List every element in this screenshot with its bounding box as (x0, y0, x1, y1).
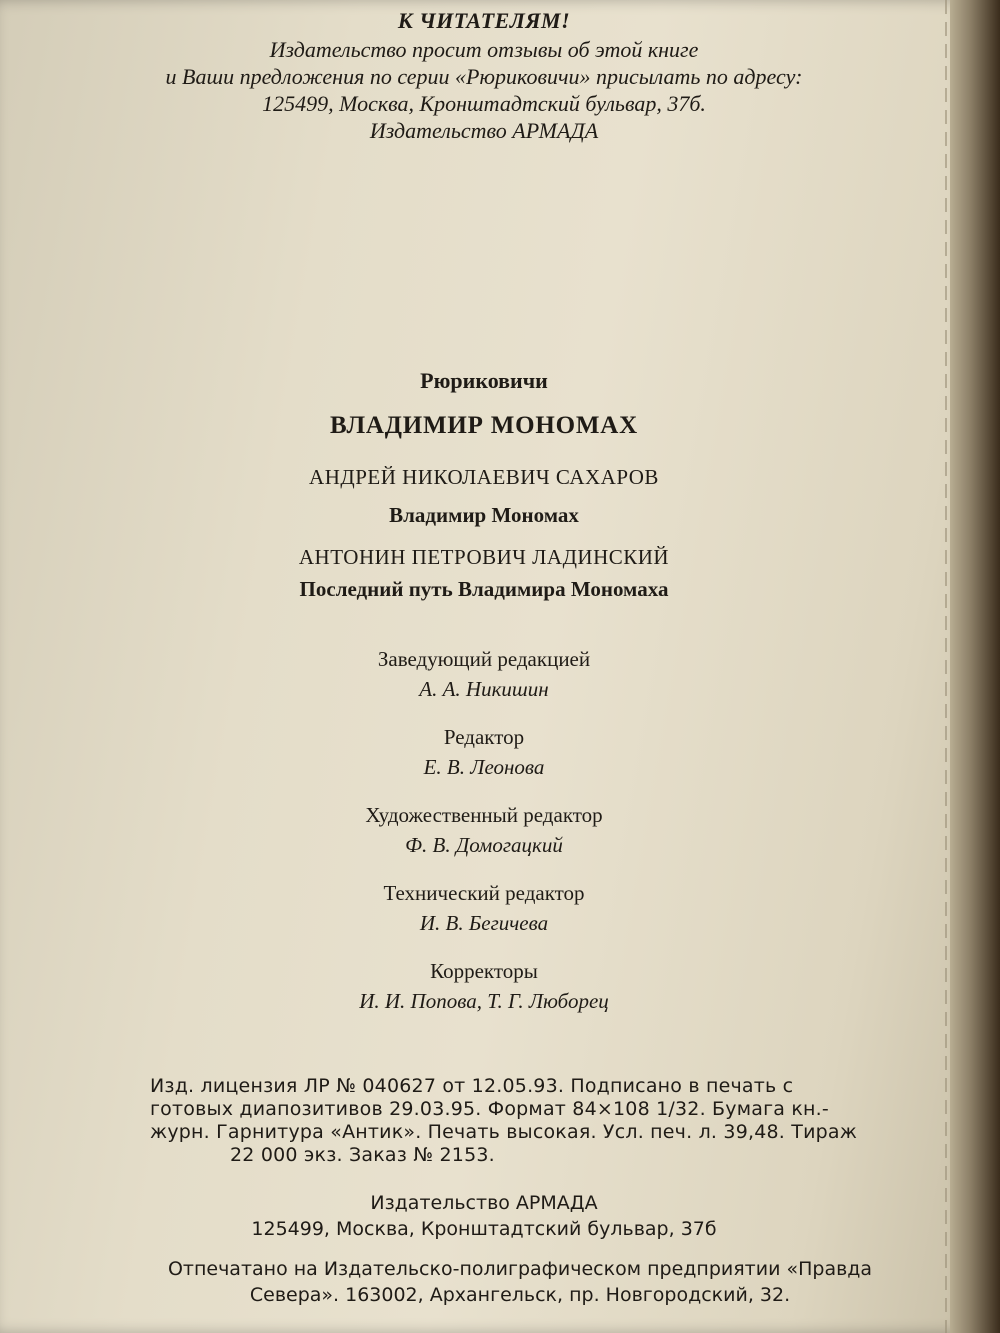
staff-person: Е. В. Леонова (423, 755, 545, 779)
staff-credits (0, 644, 968, 1034)
publisher-info (0, 1190, 968, 1242)
staff-entry (0, 644, 968, 704)
series-name: Рюриковичи (420, 368, 548, 393)
staff-entry (0, 878, 968, 938)
readers-notice (0, 6, 968, 144)
readers-notice-line: 125499, Москва, Кронштадтский бульвар, 37б. (262, 91, 706, 116)
readers-notice-line: Издательство АРМАДА (369, 118, 599, 143)
readers-notice-heading: К ЧИТАТЕЛЯМ! (397, 8, 571, 33)
author-name: АНТОНИН ПЕТРОВИЧ ЛАДИНСКИЙ (298, 545, 670, 569)
staff-role: Корректоры (430, 959, 538, 983)
imprint-line: 22 000 экз. Заказ № 2153. (230, 1144, 495, 1166)
staff-role: Редактор (443, 725, 525, 749)
title-block (0, 366, 968, 604)
book-title: ВЛАДИМИР МОНОМАХ (329, 412, 639, 439)
staff-person: А. А. Никишин (419, 677, 549, 701)
work-title: Последний путь Владимира Мономаха (299, 577, 669, 601)
staff-role: Технический редактор (383, 881, 585, 905)
staff-entry (0, 722, 968, 782)
author-name: АНДРЕЙ НИКОЛАЕВИЧ САХАРОВ (309, 465, 659, 489)
printer-info (150, 1256, 890, 1308)
page-edge (950, 0, 1000, 1333)
publisher-address: 125499, Москва, Кронштадтский бульвар, 37б (251, 1218, 717, 1240)
imprint-line: Изд. лицензия ЛР № 040627 от 12.05.93. Подписано в печать с (150, 1075, 794, 1097)
staff-person: Ф. В. Домогацкий (405, 833, 563, 857)
publisher-name: Издательство АРМАДА (370, 1192, 598, 1214)
readers-notice-line: и Ваши предложения по серии «Рюриковичи» присылать по адресу: (165, 64, 803, 89)
staff-role: Художественный редактор (365, 803, 603, 827)
imprint-info (150, 1075, 880, 1167)
printer-line: Отпечатано на Издательско-полиграфическом предприятии «Правда (167, 1258, 873, 1280)
staff-entry (0, 800, 968, 860)
staff-entry (0, 956, 968, 1016)
staff-person: И. И. Попова, Т. Г. Люборец (359, 989, 609, 1013)
staff-person: И. В. Бегичева (419, 911, 549, 935)
imprint-line: журн. Гарнитура «Антик». Печать высокая. Усл. печ. л. 39,48. Тираж (150, 1121, 858, 1143)
readers-notice-line: Издательство просит отзывы об этой книге (269, 37, 699, 62)
work-title: Владимир Мономах (389, 503, 579, 527)
binding-stitch (945, 0, 947, 1333)
imprint-line: готовых диапозитивов 29.03.95. Формат 84×108 1/32. Бумага кн.- (150, 1098, 829, 1120)
staff-role: Заведующий редакцией (377, 647, 591, 671)
printer-line: Севера». 163002, Архангельск, пр. Новгородский, 32. (249, 1284, 791, 1306)
